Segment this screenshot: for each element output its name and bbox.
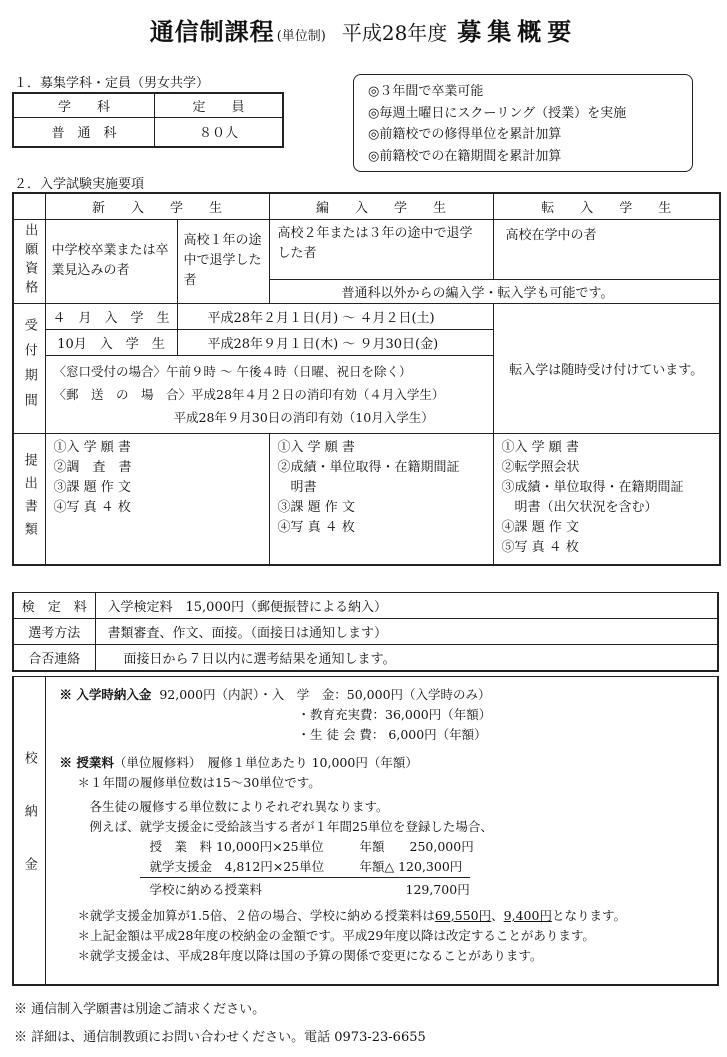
tuition-rate: （単位履修料） 履修１単位あたり 10,000円（年額）	[113, 755, 418, 770]
footnote-text: ＊就学支援金加算が1.5倍、２倍の場合、学校に納める授業料は	[77, 908, 435, 923]
tuition-heading: ※ 授業料	[59, 755, 114, 770]
calc-row-tuition	[60, 837, 718, 857]
tuition-line	[60, 753, 718, 773]
row-label-fees: 校納金	[13, 677, 45, 985]
reception-details	[45, 355, 493, 433]
row-label-method: 選考方法	[13, 619, 95, 645]
doc-item: ①入 学 願 書	[277, 439, 355, 455]
tuition-note-3: 例えば、就学支援金に受給該当する者が１年間25単位を登録した場合、	[89, 819, 493, 834]
row-label-documents: 提出書類	[13, 433, 45, 565]
mail-april: 〈郵 送 の 場 合〉平成28年４月２日の消印有効（４月入学生）	[53, 386, 445, 402]
fee-footnote-1	[60, 906, 718, 926]
footnote-sep: 、	[491, 908, 504, 923]
capacity-table	[12, 92, 284, 148]
feature-item: ◎前籍校での在籍期間を累計加算	[368, 148, 562, 164]
calc-total-value: 129,700円	[405, 882, 470, 897]
calc-total-label: 学校に納める授業料	[149, 882, 263, 897]
title-main: 通信制課程	[149, 18, 275, 46]
footer-contact-note: ※ 詳細は、通信制教頭にお問い合わせください。電話 0973-23-6655	[14, 1030, 426, 1045]
title-sub: (単位制)	[276, 29, 326, 44]
row-label-qualification: 出願資格	[13, 219, 45, 303]
tuition-note-2: 各生徒の履修する単位数によりそれぞれ異なります。	[89, 799, 389, 814]
title-end: 募集概要	[457, 18, 578, 46]
features-box	[353, 74, 693, 172]
entry-fee-amount: 92,000円（内訳）・入 学 金：50,000円（入学時のみ）	[159, 687, 491, 702]
april-dates: 平成28年２月１日(月) ～ ４月２日(土)	[177, 303, 493, 329]
october-label: 10月 入 学 生	[45, 329, 177, 355]
docs-transfer	[493, 433, 720, 565]
entry-fee-heading: ※ 入学時納入金	[59, 687, 152, 702]
doc-item: 明書（出欠状況を含む）	[501, 499, 658, 515]
tuition-note-1: ＊１年間の履修単位数は15～30単位です。	[77, 775, 321, 790]
row-label-result: 合否連絡	[13, 645, 95, 671]
footnote-tail: となります。	[551, 908, 626, 923]
school-fees-table	[12, 676, 719, 986]
page-title	[0, 12, 727, 47]
doc-item: ④写 真 ４ 枚	[277, 519, 355, 535]
exam-table	[12, 192, 721, 566]
calc-support-label: 就学支援金 4,812円×25単位	[149, 859, 325, 874]
section2-heading: ２．入学試験実施要項	[14, 177, 145, 192]
transfer-anytime: 転入学は随時受け付けています。	[493, 303, 720, 433]
qual-transfer-in: 高校２年または３年の途中で退学した者	[269, 219, 493, 279]
doc-item: ③成績・単位取得・在籍期間証	[501, 479, 684, 495]
feature-item: ◎前籍校での修得単位を累計加算	[368, 127, 562, 142]
col-transfer-students: 転 入 学 生	[493, 193, 720, 219]
doc-item: ②転学照会状	[501, 459, 580, 475]
footnote-amount-15x: 69,550円	[434, 908, 492, 923]
doc-item: ③課 題 作 文	[277, 499, 355, 515]
october-dates: 平成28年９月１日(木) ～ ９月30日(金)	[177, 329, 493, 355]
qual-transfer: 高校在学中の者	[493, 219, 720, 279]
entry-fee-council: ・生 徒 会 費： 6,000円（年額）	[297, 727, 487, 742]
doc-item: ⑤写 真 ４ 枚	[501, 539, 579, 555]
school-fees-body	[45, 677, 718, 985]
result-notice: 面接日から７日以内に選考結果を通知します。	[95, 645, 718, 671]
capacity-header-dept: 学 科	[13, 93, 155, 117]
capacity-value: ８０人	[155, 117, 284, 147]
calc-row-support	[60, 857, 718, 877]
entry-fee-education: ・教育充実費：36,000円（年額）	[297, 707, 492, 722]
calc-row-total	[60, 878, 718, 900]
docs-new	[45, 433, 269, 565]
qual-new-dropout: 高校１年の途中で退学した者	[177, 219, 269, 303]
selection-method: 書類審査、作文、面接。（面接日は通知します）	[95, 619, 718, 645]
doc-item: ①入 学 願 書	[501, 439, 579, 455]
calc-tuition-value: 年額 250,000円	[359, 839, 474, 854]
capacity-header-cap: 定 員	[155, 93, 284, 117]
capacity-dept: 普 通 科	[13, 117, 155, 147]
title-year: 平成28年度	[341, 21, 448, 45]
footnote-amount-2x: 9,400円	[503, 908, 552, 923]
doc-item: ①入 学 願 書	[53, 439, 131, 455]
feature-item: ◎３年間で卒業可能	[368, 84, 484, 99]
docs-transfer-in	[269, 433, 493, 565]
april-label: ４ 月 入 学 生	[45, 303, 177, 329]
doc-item: ④課 題 作 文	[501, 519, 579, 535]
qual-note: 普通科以外からの編入学・転入学も可能です。	[269, 279, 720, 303]
row-label-period: 受付期間	[13, 303, 45, 433]
entry-fee-line	[60, 685, 718, 705]
fee-footnote-3: ＊就学支援金は、平成28年度以降は国の予算の関係で変更になることがあります。	[77, 948, 543, 963]
footer-application-note: ※ 通信制入学願書は別途ご請求ください。	[14, 1002, 266, 1017]
doc-item: ②成績・単位取得・在籍期間証	[277, 459, 460, 475]
fee-footnote-2: ＊上記金額は平成28年度の校納金の金額です。平成29年度以降は改定することがあります。	[77, 928, 595, 943]
window-hours: 〈窓口受付の場合〉午前９時 ～ 午後４時（日曜、祝日を除く）	[53, 363, 412, 379]
doc-item: ④写 真 ４ 枚	[53, 499, 131, 515]
feature-item: ◎毎週土曜日にスクーリング（授業）を実施	[368, 105, 627, 121]
exam-fee: 入学検定料 15,000円（郵便振替による納入）	[95, 593, 718, 619]
doc-item: 明書	[277, 479, 317, 495]
qual-new-graduate: 中学校卒業または卒業見込みの者	[45, 219, 177, 303]
row-label-fee: 検 定 料	[13, 593, 95, 619]
calc-support-value: 年額△ 120,300円	[359, 859, 463, 874]
section1-heading: １．募集学科・定員（男女共学）	[14, 76, 210, 91]
col-transfer-in-students: 編 入 学 生	[269, 193, 493, 219]
col-new-students: 新 入 学 生	[45, 193, 269, 219]
calc-tuition-label: 授 業 料 10,000円×25単位	[149, 839, 324, 854]
doc-item: ②調 査 書	[53, 459, 132, 475]
mail-october: 平成28年９月30日の消印有効（10月入学生）	[173, 409, 434, 425]
exam-info-table	[12, 592, 719, 672]
doc-item: ③課 題 作 文	[53, 479, 131, 495]
